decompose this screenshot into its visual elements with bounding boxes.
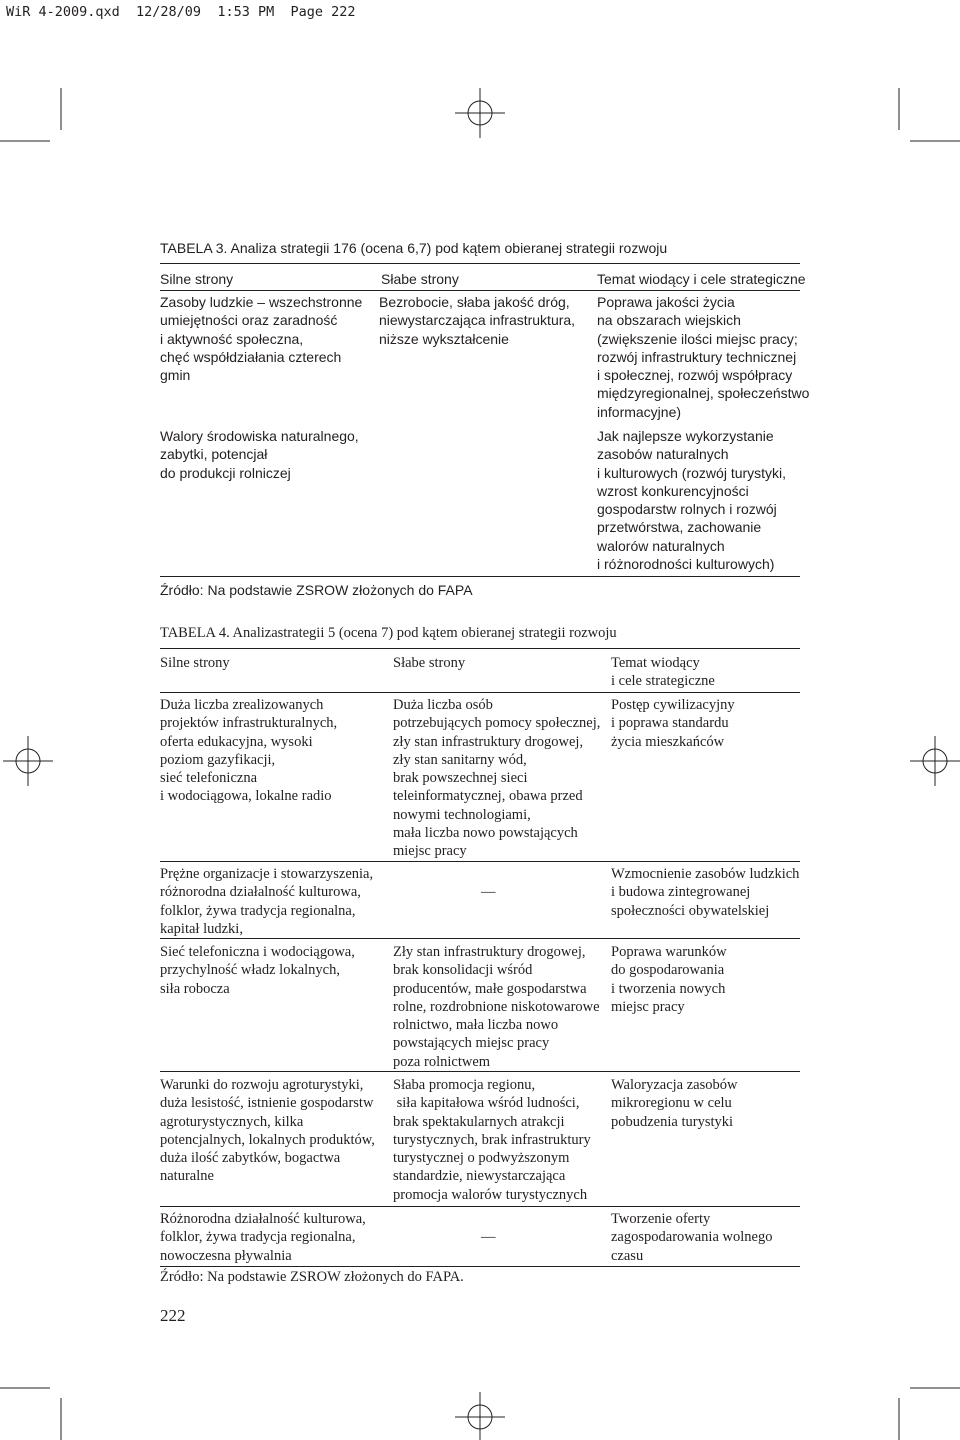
registration-target-top — [455, 88, 505, 138]
table3-header-rule — [160, 290, 800, 291]
table4-row1-weak: Duża liczba osób potrzebujących pomocy społecznej, zły stan infrastruktury drogowej, zły stan sanitarny wód, brak powszechnej sieci teleinformatycznej, obawa przed nowymi technologiami, mała liczba nowo powstających miejsc pracy — [393, 697, 601, 860]
table4-source: Źródło: Na podstawie ZSROW złożonych do FAPA. — [160, 1269, 464, 1285]
table4-row-rule — [160, 861, 800, 862]
table4-row5-goal: Tworzenie oferty zagospodarowania wolnego czasu — [611, 1211, 773, 1264]
table4-row-rule — [160, 1206, 800, 1207]
table3-bottom-rule — [160, 576, 800, 577]
table4-row2-goal: Wzmocnienie zasobów ludzkich i budowa zintegrowanej społeczności obywatelskiej — [611, 866, 800, 919]
table3-caption: TABELA 3. Analiza strategii 176 (ocena 6,7) pod kątem obieranej strategii rozwoju — [160, 240, 668, 256]
table4-row-rule — [160, 1071, 800, 1072]
table4-row1-goal: Postęp cywilizacyjny i poprawa standardu życia mieszkańców — [611, 697, 735, 750]
registration-target-right — [910, 736, 960, 786]
table4-row1-strong: Duża liczba zrealizowanych projektów infrastrukturalnych, oferta edukacyjna, wysoki poziom gazyfikacji, sieć telefoniczna i wodociągowa, lokalne radio — [160, 697, 338, 805]
table4-row3-strong: Sieć telefoniczna i wodociągowa, przychylność władz lokalnych, siła robocza — [160, 944, 355, 997]
table4-row4-weak: Słaba promocja regionu, siła kapitałowa wśród ludności, brak spektakularnych atrakcji turystycznych, brak infrastruktury turystycznej o podwyższonym standardzie, niewystarczająca promocja walorów turystycznych — [393, 1077, 591, 1203]
table3-row2-strong: Walory środowiska naturalnego, zabytki, potencjał do produkcji rolniczej — [160, 428, 359, 481]
table4-caption: TABELA 4. Analizastrategii 5 (ocena 7) pod kątem obieranej strategii rozwoju — [160, 625, 617, 641]
table3-source: Źródło: Na podstawie ZSROW złożonych do FAPA — [160, 582, 473, 598]
table4-row2-strong: Prężne organizacje i stowarzyszenia, różnorodna działalność kulturowa, folklor, żywa tradycja regionalna, kapitał ludzki, — [160, 866, 374, 937]
table3-header-strong: Silne strony — [160, 271, 234, 287]
table4-row4-strong: Warunki do rozwoju agroturystyki, duża lesistość, istnienie gospodarstw agroturystycznych, kilka potencjalnych, lokalnych produktów, duża ilość zabytków, bogactwa naturalne — [160, 1077, 375, 1185]
table3-header-goal: Temat wiodący i cele strategiczne — [597, 271, 806, 287]
table3-row1-weak: Bezrobocie, słaba jakość dróg, niewystarczająca infrastruktura, niższe wykształcenie — [379, 294, 576, 347]
table4-row4-goal: Waloryzacja zasobów mikroregionu w celu pobudzenia turystyki — [611, 1077, 738, 1130]
table3-row2-goal: Jak najlepsze wykorzystanie zasobów naturalnych i kulturowych (rozwój turystyki, wzrost konkurencyjności gospodarstw rolnych i rozwój przetwórstwa, zachowanie walorów naturalnych i różnorodności kulturowych) — [597, 428, 787, 573]
table4-row5-weak: — — [481, 1229, 496, 1245]
table3-top-rule — [160, 263, 800, 264]
table3-row1-goal: Poprawa jakości życia na obszarach wiejskich (zwiększenie ilości miejsc pracy; rozwój infrastruktury technicznej i społecznej, rozwój współpracy międzyregionalnej, społeczeństwo informacyjne) — [597, 294, 810, 420]
file-slug: WiR 4-2009.qxd 12/28/09 1:53 PM Page 222 — [6, 4, 356, 20]
table3-header-weak: Słabe strony — [381, 271, 459, 287]
registration-target-bottom — [455, 1392, 505, 1440]
table4-top-rule — [160, 648, 800, 649]
table4-row2-weak: — — [481, 884, 496, 900]
table4-row3-weak: Zły stan infrastruktury drogowej, brak konsolidacji wśród producentów, małe gospodarstwa rolne, rozdrobnione niskotowarowe rolnictwo, mała liczba nowo powstających miejsc pracy poza rolnictwem — [393, 944, 600, 1070]
table4-bottom-rule — [160, 1266, 800, 1267]
table4-row3-goal: Poprawa warunków do gospodarowania i tworzenia nowych miejsc pracy — [611, 944, 727, 1015]
table4-header-rule — [160, 692, 800, 693]
registration-target-left — [3, 736, 53, 786]
table4-header-goal: Temat wiodący i cele strategiczne — [611, 655, 715, 690]
table3-row1-strong: Zasoby ludzkie – wszechstronne umiejętności oraz zaradność i aktywność społeczna, chęć współdziałania czterech gmin — [160, 294, 363, 384]
table4-row5-strong: Różnorodna działalność kulturowa, folklor, żywa tradycja regionalna, nowoczesna pływalnia — [160, 1211, 366, 1264]
table4-header-strong: Silne strony — [160, 655, 230, 671]
table4-header-weak: Słabe strony — [393, 655, 466, 671]
table4-row-rule — [160, 938, 800, 939]
page-number: 222 — [160, 1306, 186, 1325]
